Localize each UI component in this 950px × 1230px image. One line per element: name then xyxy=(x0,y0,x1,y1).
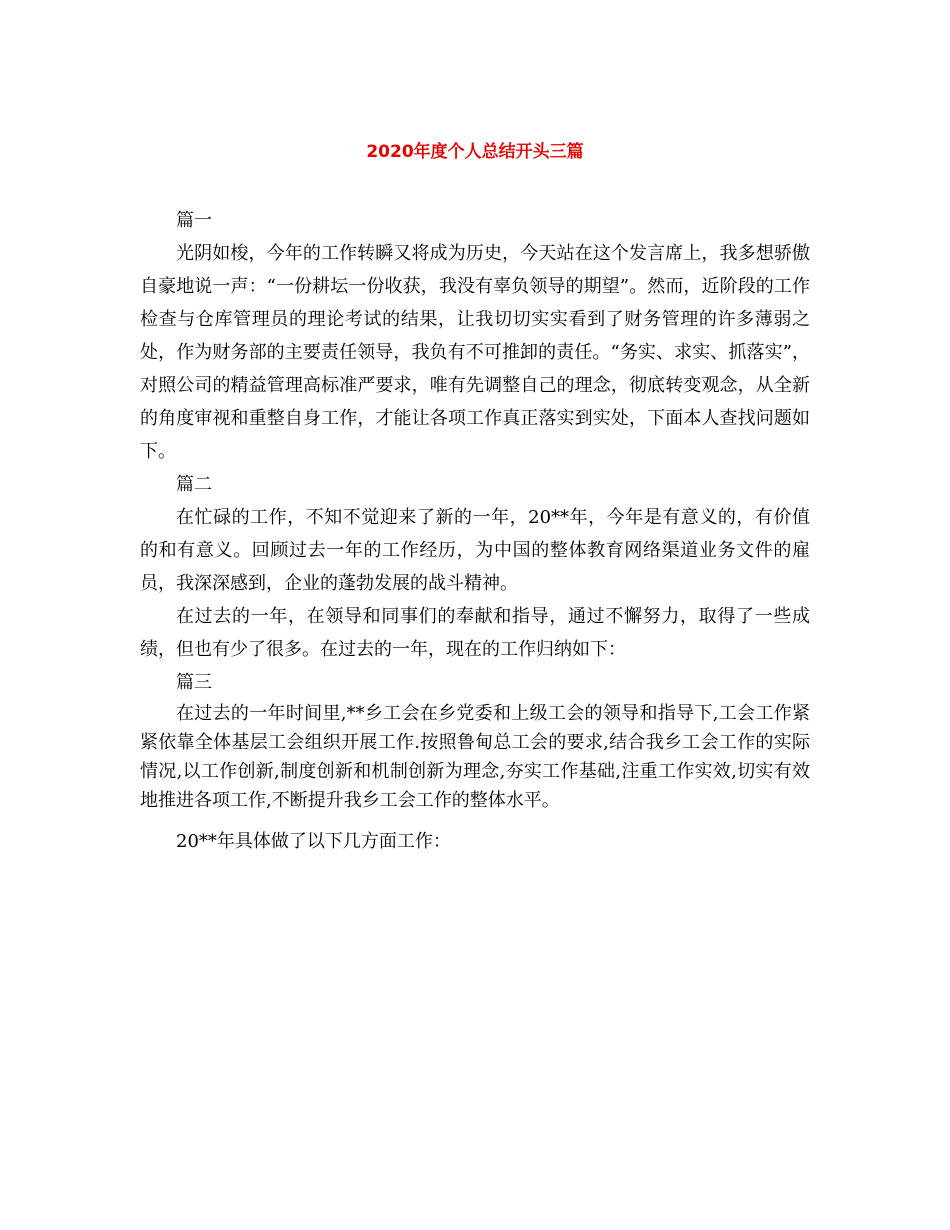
paragraph-4: 在过去的一年时间里,**乡工会在乡党委和上级工会的领导和指导下,工会工作紧紧依靠全体基层工会组织开展工作.按照鲁甸总工会的要求,结合我乡工会工作的实际情况,以工作创新,制度创新和机制创新为理念,夯实工作基础,注重工作实效,切实有效地推进各项工作,不断提升我乡工会工作的整体水平。 xyxy=(140,703,810,811)
paragraph-5: 20**年具体做了以下几方面工作： xyxy=(176,831,451,852)
section-heading-1: 篇一 xyxy=(176,210,212,231)
paragraph-1: 光阴如梭，今年的工作转瞬又将成为历史，今天站在这个发言席上，我多想骄傲自豪地说一声：“一份耕坛一份收获，我没有辜负领导的期望”。然而，近阶段的工作检查与仓库管理员的理论考试的结果，让我切切实实看到了财务管理的许多薄弱之处，作为财务部的主要责任领导，我负有不可推卸的责任。“务实、求实、抓落实”，对照公司的精益管理高标准严要求，唯有先调整自己的理念，彻底转变观念，从全新的角度审视和重整自身工作，才能让各项工作真正落实到实处，下面本人查找问题如下。 xyxy=(140,243,810,462)
section-heading-3: 篇三 xyxy=(176,672,212,693)
document-body xyxy=(140,204,810,858)
paragraph-3: 在过去的一年，在领导和同事们的奉献和指导，通过不懈努力，取得了一些成绩，但也有少了很多。在过去的一年，现在的工作归纳如下： xyxy=(140,606,810,660)
paragraph-2: 在忙碌的工作，不知不觉迎来了新的一年，20**年，今年是有意义的，有价值的和有意义。回顾过去一年的工作经历，为中国的整体教育网络渠道业务文件的雇员，我深深感到，企业的蓬勃发展的战斗精神。 xyxy=(140,507,810,594)
document-title: 2020年度个人总结开头三篇 xyxy=(366,142,584,162)
section-heading-2: 篇二 xyxy=(176,474,212,495)
